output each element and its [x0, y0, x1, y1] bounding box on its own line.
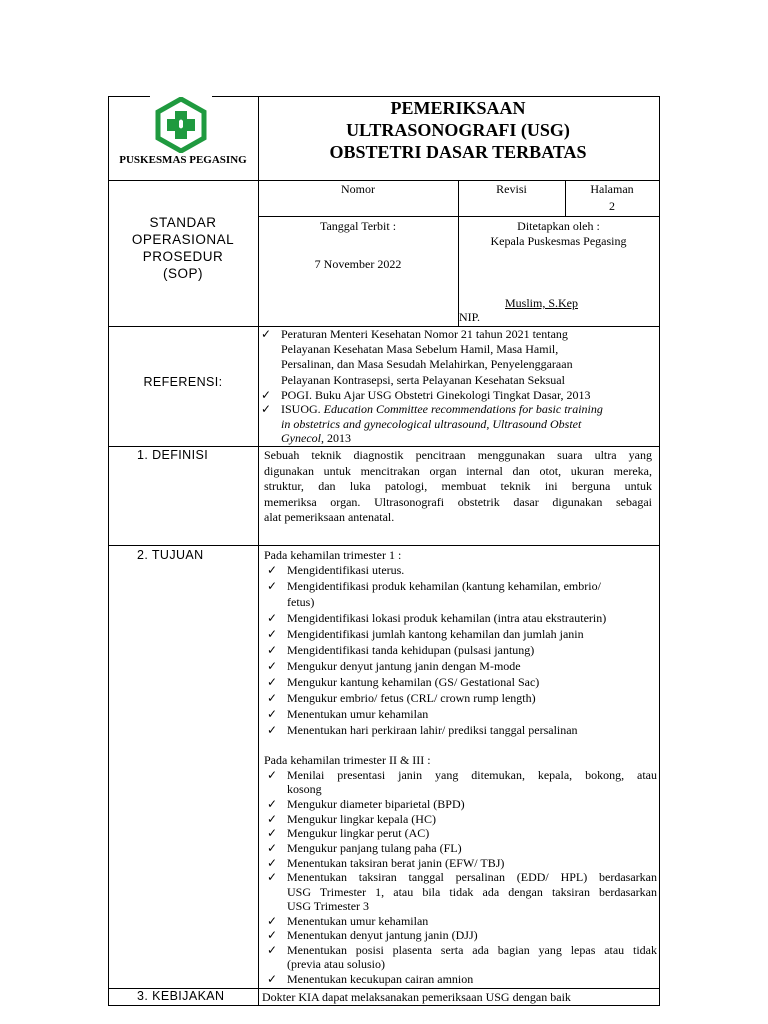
checklist-item: ✓ Menentukan taksiran tanggal persalinan (EDD/ HPL) berdasarkan USG Trimester 1, atau bila tidak ada dengan taksiran berdasarkan USG Trimester 3 [267, 870, 657, 913]
check-icon: ✓ [267, 722, 278, 737]
check-icon: ✓ [267, 942, 278, 957]
check-icon: ✓ [261, 388, 272, 402]
checklist-item: ✓ Menentukan umur kehamilan [267, 706, 429, 721]
checklist-item: ✓ Mengukur embrio/ fetus (CRL/ crown rump length) [267, 690, 536, 705]
checklist-item: ✓ Mengidentifikasi produk kehamilan (kantung kehamilan, embrio/ fetus) [267, 579, 601, 609]
tanggal-value: 7 November 2022 [314, 257, 402, 271]
checklist-item: ✓ Menentukan kecukupan cairan amnion [267, 971, 474, 986]
ditetapkan-label: Ditetapkan oleh : [517, 219, 600, 233]
nip-label: NIP. [459, 310, 481, 324]
check-icon: ✓ [267, 579, 278, 594]
check-icon: ✓ [267, 674, 278, 689]
title-line: ULTRASONOGRAFI (USG) [346, 120, 570, 140]
check-icon: ✓ [267, 841, 278, 855]
referensi-item: ✓ POGI. Buku Ajar USG Obstetri Ginekologi Tingkat Dasar, 2013 [261, 388, 591, 402]
trimester-1-heading: Pada kehamilan trimester 1 : [264, 548, 402, 562]
puskesmas-logo-icon [155, 97, 207, 153]
halaman-label: Halaman [590, 182, 634, 196]
checklist-item: ✓ Mengidentifikasi uterus. [267, 563, 405, 577]
nomor-label: Nomor [341, 182, 375, 196]
revisi-label: Revisi [496, 182, 527, 196]
definisi-text: Sebuah teknik diagnostik pencitraan menggunakan suara ultra yang digunakan untuk mencitrakan organ internal dan otot, ukuran mereka, struktur, dan luka patologi, membuat teknik ini berguna untuk memeriksa organ. Ultrasonografi obstetrik dasar digunakan sebagai alat pemeriksaan antenatal. [264, 448, 652, 524]
checklist-item: ✓ Menentukan denyut jantung janin (DJJ) [267, 928, 478, 943]
check-icon: ✓ [267, 563, 278, 577]
halaman-value: 2 [609, 199, 615, 213]
document-title [258, 97, 658, 163]
trimester-2-heading: Pada kehamilan trimester II & III : [264, 753, 431, 767]
checklist-item: ✓ Mengukur diameter biparietal (BPD) [267, 796, 465, 811]
checklist-item: ✓ Mengukur panjang tulang paha (FL) [267, 841, 462, 855]
kebijakan-text: Dokter KIA dapat melaksanakan pemeriksaan USG dengan baik [262, 990, 571, 1004]
checklist-item: ✓ Mengukur kantung kehamilan (GS/ Gestational Sac) [267, 674, 540, 689]
check-icon: ✓ [267, 870, 278, 885]
definisi-label: 1. DEFINISI [137, 448, 209, 462]
signer-name: Muslim, S.Kep [505, 296, 579, 310]
checklist-item: ✓ Menentukan umur kehamilan [267, 913, 429, 928]
ditetapkan-by: Kepala Puskesmas Pegasing [490, 234, 627, 248]
meta-divider [458, 180, 459, 326]
sop-label: STANDAR OPERASIONAL PROSEDUR (SOP) [131, 215, 235, 281]
checklist-item: ✓ Menilai presentasi janin yang ditemukan, kepala, bokong, atau kosong [267, 768, 657, 797]
checklist-item: ✓ Mengukur lingkar kepala (HC) [267, 811, 436, 826]
check-icon: ✓ [267, 971, 278, 986]
check-icon: ✓ [267, 855, 278, 870]
checklist-item: ✓ Menentukan taksiran berat janin (EFW/ TBJ) [267, 855, 505, 870]
check-icon: ✓ [267, 768, 278, 782]
check-icon: ✓ [267, 642, 278, 657]
row-line [108, 545, 660, 546]
check-icon: ✓ [267, 811, 278, 826]
referensi-item: ✓ Peraturan Menteri Kesehatan Nomor 21 tahun 2021 tentang Pelayanan Kesehatan Masa Sebelum Hamil, Masa Hamil, Persalinan, dan Masa Sesudah Melahirkan, Penyelenggaraan Pelayanan Kontrasepsi, serta Pelayanan Kesehatan Seksual [261, 327, 573, 387]
check-icon: ✓ [267, 690, 278, 705]
org-name: PUSKESMAS PEGASING [119, 154, 247, 166]
checklist-item: ✓ Mengidentifikasi lokasi produk kehamilan (intra atau ekstrauterin) [267, 610, 607, 625]
title-line: OBSTETRI DASAR TERBATAS [329, 142, 587, 162]
row-line [258, 216, 660, 217]
check-icon: ✓ [267, 658, 278, 673]
check-icon: ✓ [261, 402, 272, 416]
check-icon: ✓ [267, 626, 278, 641]
check-icon: ✓ [267, 796, 278, 811]
title-line: PEMERIKSAAN [390, 98, 526, 118]
checklist-item: ✓ Menentukan hari perkiraan lahir/ prediksi tanggal persalinan [267, 722, 578, 737]
checklist-item: ✓ Mengukur lingkar perut (AC) [267, 826, 430, 841]
table-right-border [659, 96, 660, 1006]
tujuan-label: 2. TUJUAN [137, 548, 204, 562]
check-icon: ✓ [267, 706, 278, 721]
checklist-item: ✓ Mengukur denyut jantung janin dengan M-mode [267, 658, 521, 673]
checklist-item: ✓ Mengidentifikasi jumlah kantong kehamilan dan jumlah janin [267, 626, 584, 641]
check-icon: ✓ [267, 826, 278, 841]
checklist-item: ✓ Menentukan posisi plasenta serta ada bagian yang lepas atau tidak (previa atau solusio) [267, 942, 657, 972]
referensi-item: ✓ ISUOG. Education Committee recommendations for basic training in obstetrics and gynecological ultrasound, Ultrasound Obstet Gynecol, 2013 [261, 402, 603, 445]
tanggal-label: Tanggal Terbit : [319, 219, 397, 233]
kebijakan-label: 3. KEBIJAKAN [137, 989, 225, 1003]
check-icon: ✓ [261, 327, 272, 341]
check-icon: ✓ [267, 913, 278, 928]
referensi-label: REFERENSI: [143, 375, 223, 389]
checklist-item: ✓ Mengidentifikasi tanda kehidupan (pulsasi jantung) [267, 642, 535, 657]
row-line [108, 1005, 660, 1006]
check-icon: ✓ [267, 610, 278, 625]
check-icon: ✓ [267, 928, 278, 943]
